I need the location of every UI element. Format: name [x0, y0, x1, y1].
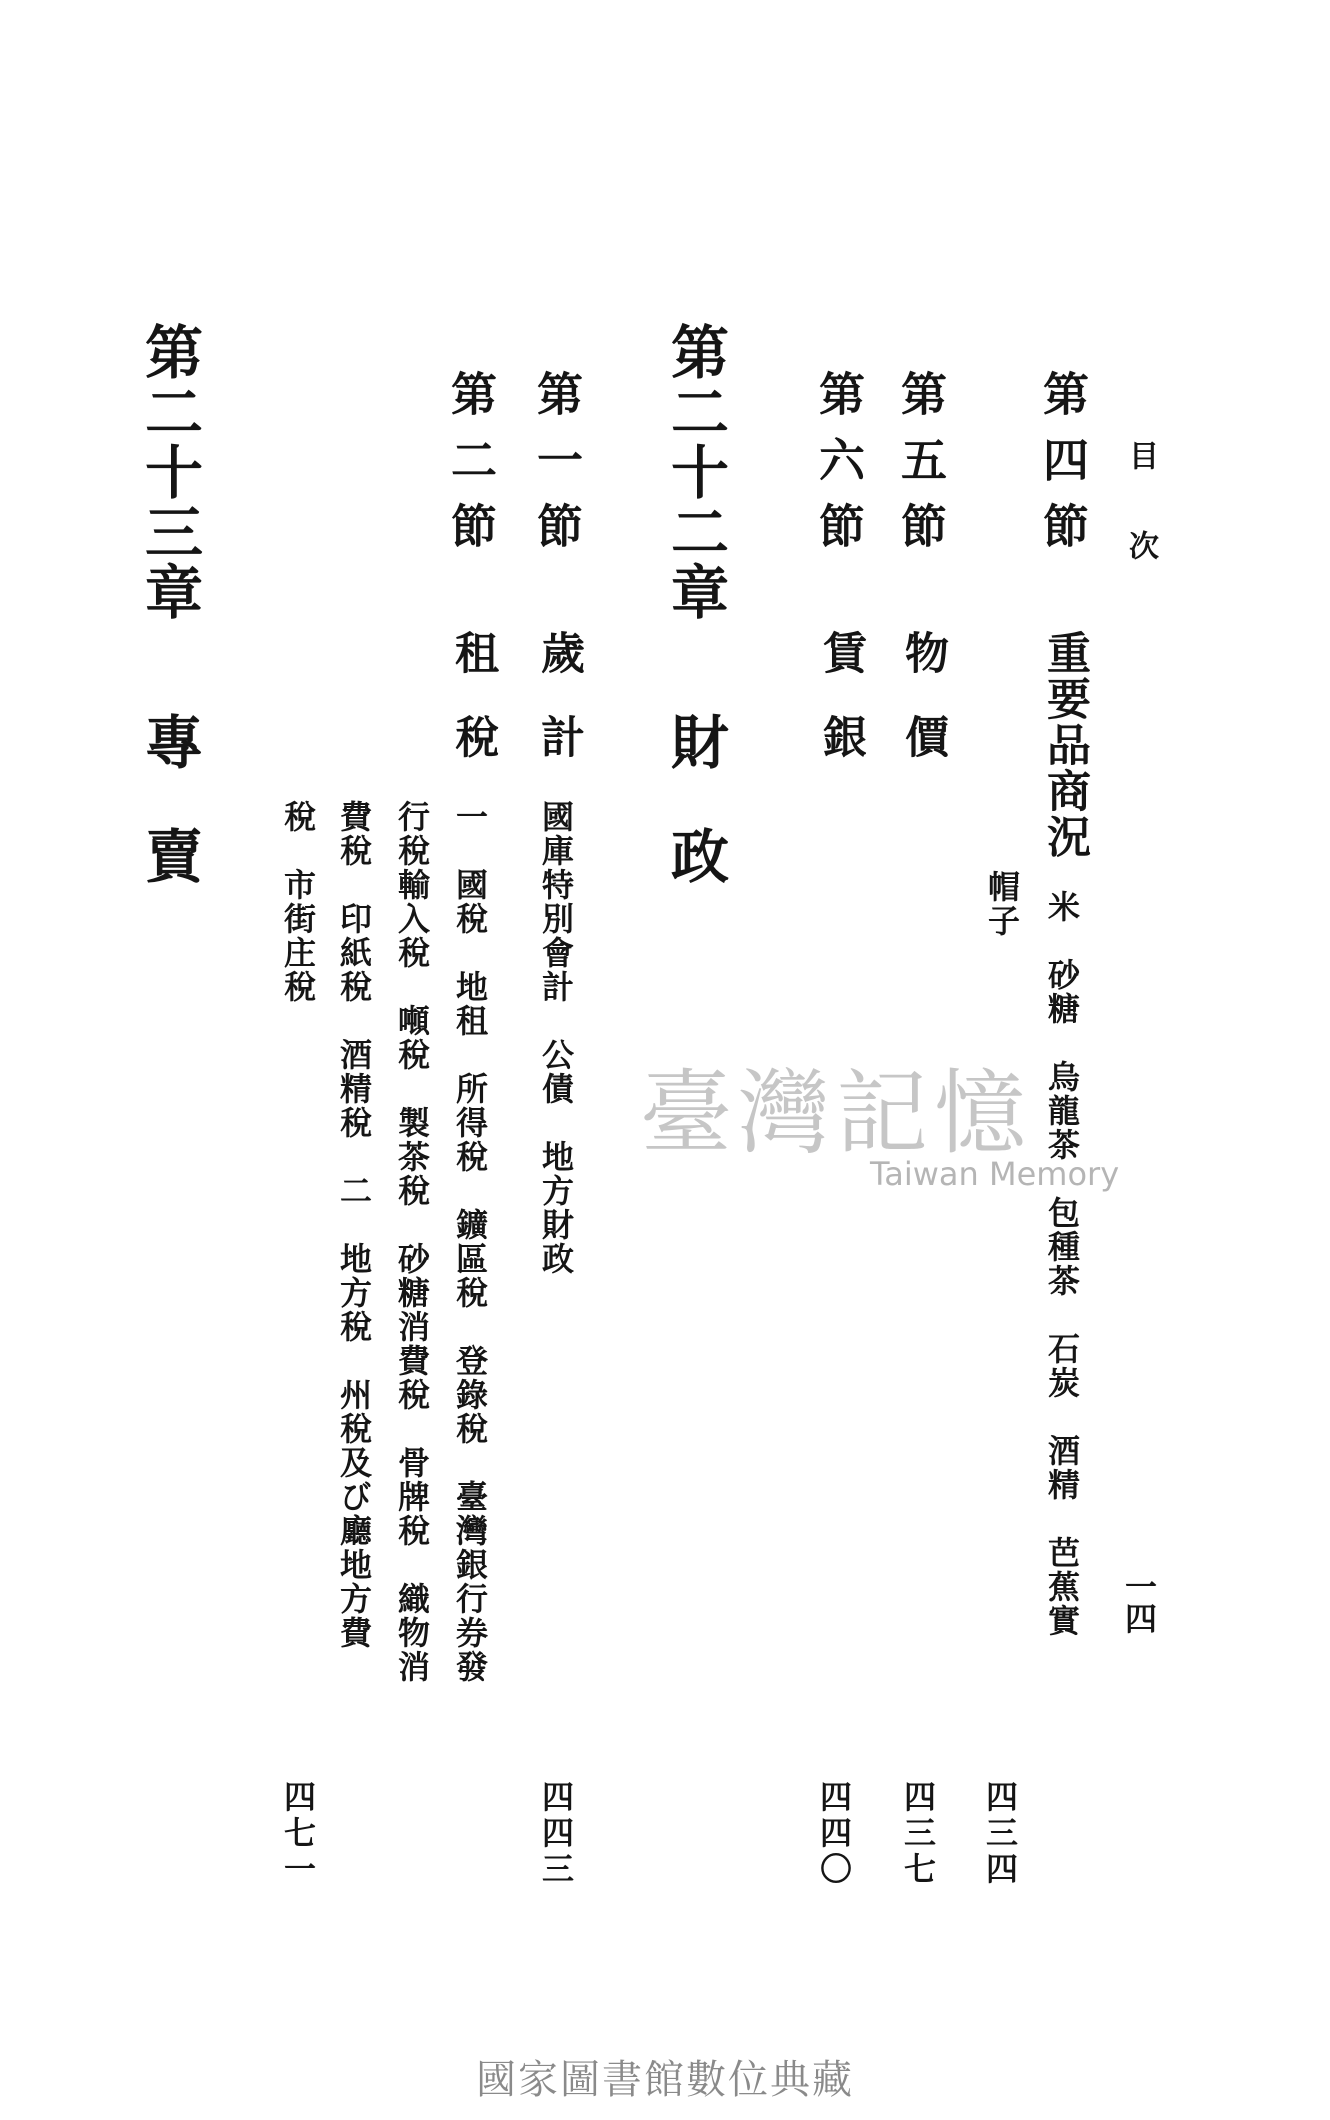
- chapter-22-title: 財政: [661, 712, 729, 940]
- chapter-22-heading: 第二十二章: [661, 322, 729, 622]
- section-2-title: 租稅: [447, 630, 498, 798]
- section-4-heading: 第四節: [1036, 370, 1090, 568]
- section-2-page: 四七一: [279, 1780, 317, 1888]
- section-4-page: 四三四: [981, 1780, 1019, 1888]
- watermark-logo: [640, 1040, 1120, 1210]
- section-5-heading: 第五節: [894, 370, 948, 568]
- watermark-text: 臺灣記憶: [640, 1060, 1033, 1167]
- section-2-items-line-1: 一 國稅 地租 所得稅 鑛區稅 登錄稅 臺灣銀行券發: [451, 800, 489, 1684]
- section-2-items-line-4: 稅 市街庄稅: [279, 800, 317, 1004]
- watermark-subtext: Taiwan Memory: [870, 1155, 1120, 1193]
- footer-source: 國家圖書館數位典藏: [476, 2057, 854, 2103]
- section-2-items-line-2: 行稅輸入稅 噸稅 製茶稅 砂糖消費稅 骨牌稅 織物消: [393, 800, 431, 1684]
- section-5-page: 四三七: [899, 1780, 937, 1888]
- header-label-mu: 目: [1123, 440, 1158, 470]
- section-2-items-line-3: 費稅 印紙稅 酒精稅 二 地方稅 州稅及び廳地方費: [335, 800, 373, 1650]
- section-1-page: 四四三: [537, 1780, 575, 1888]
- chapter-23-title: 專賣: [135, 712, 203, 940]
- section-1-heading: 第一節: [530, 370, 584, 568]
- section-5-title: 物價: [897, 630, 948, 798]
- section-4-items: 米 砂糖 烏龍茶 包種茶 石炭 酒精 芭蕉實: [1043, 890, 1081, 1638]
- section-2-heading: 第二節: [444, 370, 498, 568]
- page-number: 一四: [1120, 1570, 1158, 1634]
- section-1-title: 歲計: [533, 630, 584, 798]
- chapter-23-heading: 第二十三章: [135, 322, 203, 622]
- section-4-title: 重要品商況: [1039, 630, 1090, 860]
- header-label-ci: 次: [1123, 530, 1158, 560]
- section-6-title: 賃銀: [815, 630, 866, 798]
- section-4-items-cont: 帽子: [983, 870, 1021, 938]
- section-1-items: 國庫特別會計 公債 地方財政: [537, 800, 575, 1276]
- section-6-page: 四四〇: [815, 1780, 853, 1888]
- section-6-heading: 第六節: [812, 370, 866, 568]
